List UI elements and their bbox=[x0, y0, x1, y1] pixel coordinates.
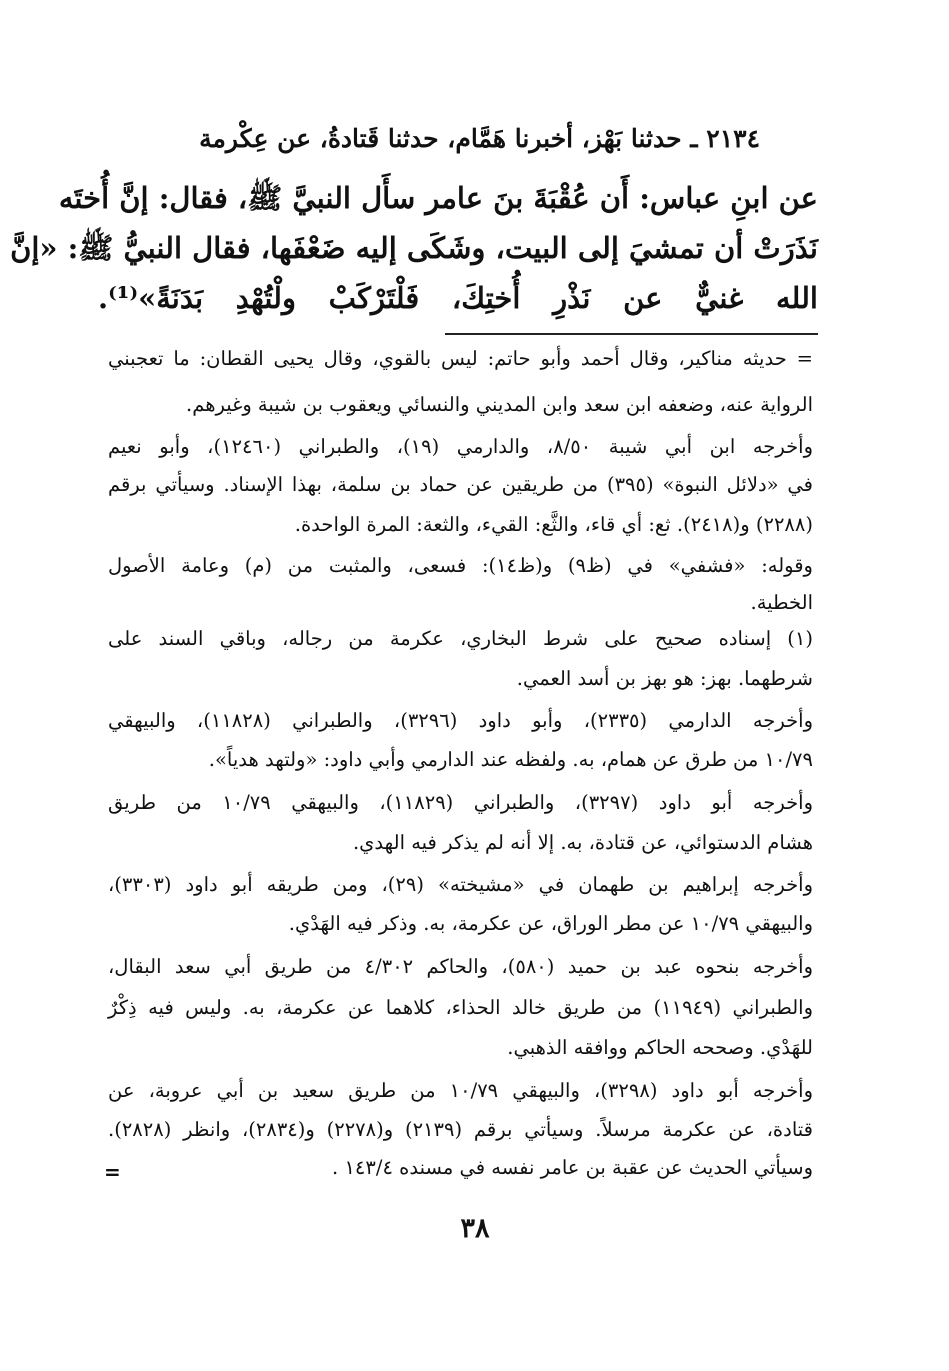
footnote-line: للهَدْي. وصححه الحاكم ووافقه الذهبي. bbox=[507, 1036, 813, 1059]
footnote-line: وأخرجه ابن أبي شيبة ٨/٥٠، والدارمي (١٩)، والطبراني (١٢٤٦٠)، وأبو نعيم bbox=[108, 435, 813, 458]
hadith-text-line-1: عن ابنِ عباس: أَن عُقْبَةَ بنَ عامر سأَل النبيَّ ﷺ، فقال: إنَّ أُختَه bbox=[58, 181, 818, 215]
hadith-header-line: ٢١٣٤ ـ حدثنا بَهْز، أخبرنا هَمَّام، حدثنا قَتادةُ، عن عِكْرمة bbox=[199, 124, 760, 153]
footnote-line: شرطهما. بهز: هو بهز بن أسد العمي. bbox=[516, 667, 813, 690]
footnote-line: الرواية عنه، وضعفه ابن سعد وابن المديني والنسائي ويعقوب بن شيبة وغيرهم. bbox=[186, 393, 813, 416]
footnote-line: وأخرجه بنحوه عبد بن حميد (٥٨٠)، والحاكم ٤/٣٠٢ من طريق أبي سعد البقال، bbox=[108, 955, 814, 978]
hadith-text-line-2: نَذَرَتْ أن تمشيَ إلى البيت، وشَكَى إليه ضَعْفَها، فقال النبيُّ ﷺ: «إنَّ bbox=[10, 231, 818, 265]
footnote-line: وسيأتي الحديث عن عقبة بن عامر نفسه في مسنده ١٤٣/٤ . bbox=[332, 1156, 813, 1179]
footnote-line: والطبراني (١١٩٤٩) من طريق خالد الحذاء، كلاهما عن عكرمة، به. وليس فيه ذِكْرٌ bbox=[108, 996, 814, 1019]
footnote-line: = حديثه مناكير، وقال أحمد وأبو حاتم: ليس بالقوي، وقال يحيى القطان: ما تعجبني bbox=[108, 347, 813, 370]
footnote-line: وأخرجه إبراهيم بن طهمان في «مشيخته» (٢٩)، ومن طريقه أبو داود (٣٣٠٣)، bbox=[108, 873, 813, 896]
page-number: ٣٨ bbox=[460, 1213, 490, 1244]
hadith-text-line-3: الله غنيٌّ عن نَذْرِ أُختِكَ، فَلْتَرْكَبْ ولْتُهْدِ بَدَنَةً»⁽¹⁾. bbox=[98, 281, 818, 315]
footnote-line: وأخرجه أبو داود (٣٢٩٨)، والبيهقي ١٠/٧٩ من طريق سعيد بن أبي عروبة، عن bbox=[108, 1079, 813, 1102]
footnote-line: وأخرجه أبو داود (٣٢٩٧)، والطبراني (١١٨٢٩)، والبيهقي ١٠/٧٩ من طريق bbox=[108, 791, 814, 814]
footnote-line: والبيهقي ١٠/٧٩ عن مطر الوراق، عن عكرمة، به. وذكر فيه الهَدْي. bbox=[288, 912, 813, 935]
footnote-line: (١) إسناده صحيح على شرط البخاري، عكرمة من رجاله، وباقي السند على bbox=[108, 627, 813, 650]
footnote-line: في «دلائل النبوة» (٣٩٥) من طريقين عن حماد بن سلمة، بهذا الإسناد. وسيأتي برقم bbox=[108, 473, 813, 496]
footnote-line: قتادة، عن عكرمة مرسلاً. وسيأتي برقم (٢١٣٩) و(٢٢٧٨) و(٢٨٣٤)، وانظر (٢٨٢٨). bbox=[108, 1118, 813, 1141]
footnote-line: وأخرجه الدارمي (٢٣٣٥)، وأبو داود (٣٢٩٦)، والطبراني (١١٨٢٨)، والبيهقي bbox=[108, 709, 813, 732]
footnote-line: الخطية. bbox=[750, 591, 813, 614]
footnote-line: هشام الدستوائي، عن قتادة، به. إلا أنه لم يذكر فيه الهدي. bbox=[352, 831, 813, 854]
footnote-line: وقوله: «فشفي» في (ظ٩) و(ظ١٤): فسعى، والمثبت من (م) وعامة الأصول bbox=[108, 554, 813, 577]
footnote-line: ١٠/٧٩ من طرق عن همام، به. ولفظه عند الدارمي وأبي داود: «ولتهد هدياً». bbox=[208, 748, 813, 771]
continuation-mark: = bbox=[104, 1160, 121, 1184]
footnote-separator-rule bbox=[445, 333, 818, 335]
footnote-line: (٢٢٨٨) و(٢٤١٨). ثع: أي قاء، والثَّع: القيء، والثعة: المرة الواحدة. bbox=[294, 513, 813, 536]
